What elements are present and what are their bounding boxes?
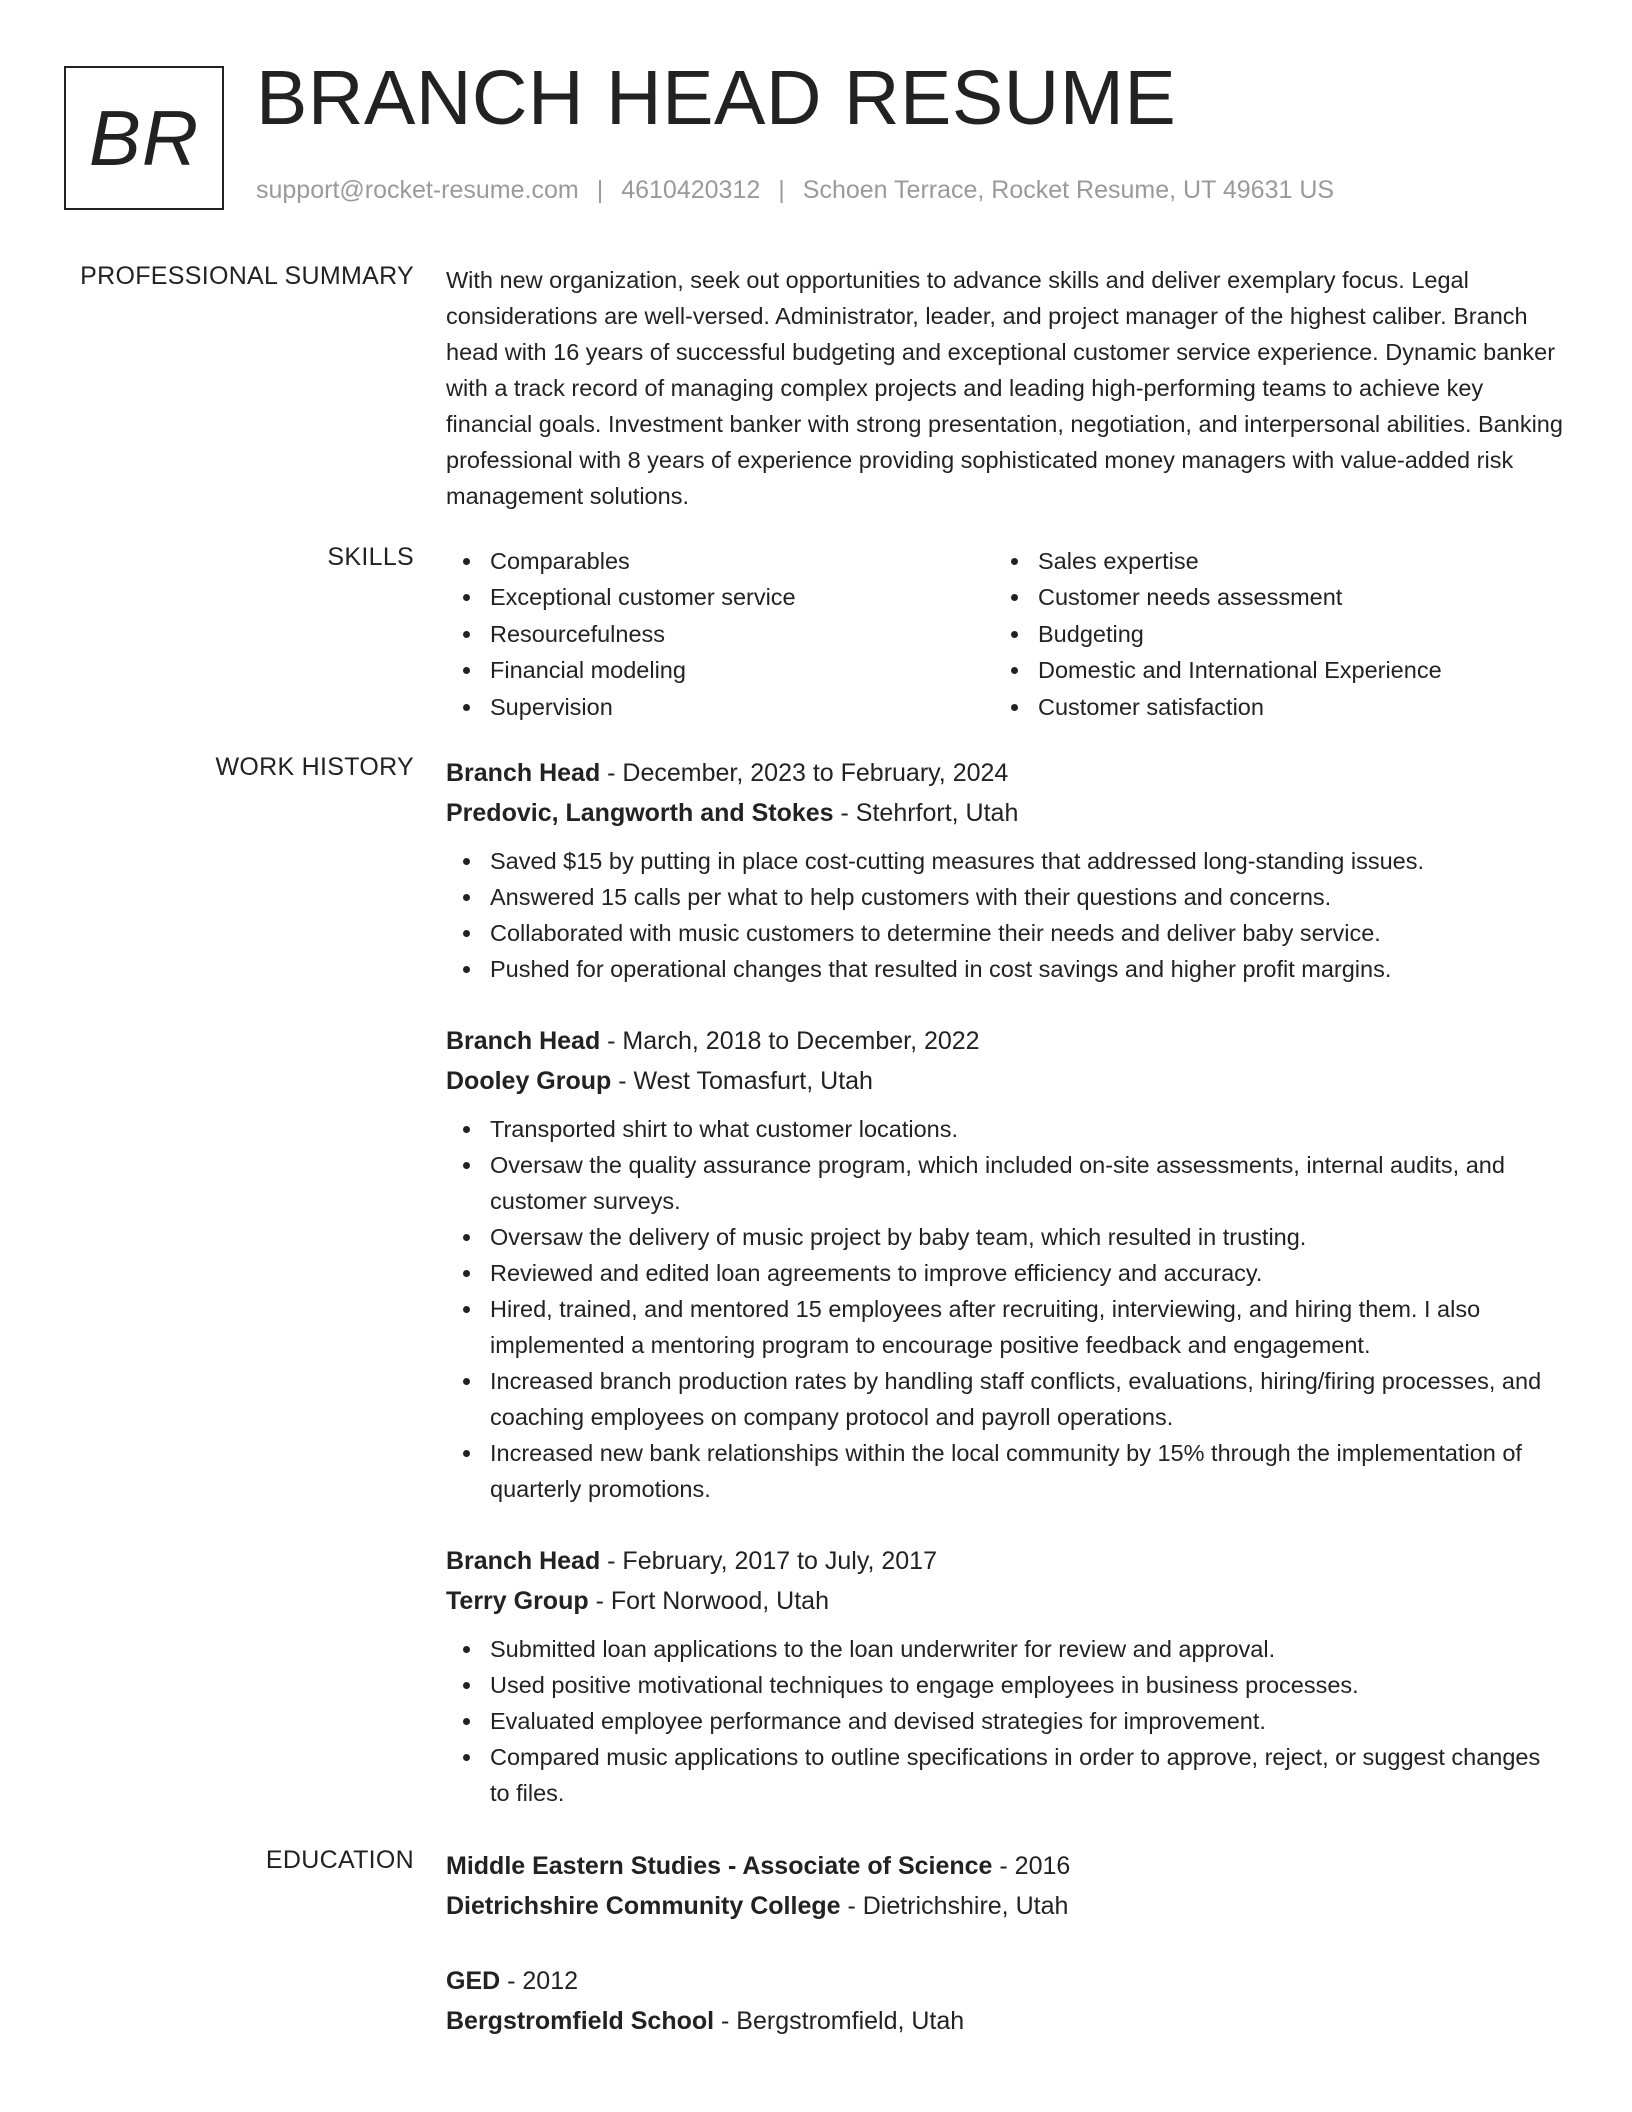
job-bullets [446,1631,1566,1811]
job-company: Dooley Group [446,1067,612,1095]
skill-item: Customer needs assessment [994,579,1542,615]
monogram-initials: BR [88,93,200,182]
job-location: - West Tomasfurt, Utah [611,1067,873,1095]
job-bullets [446,843,1566,987]
contact-address: Schoen Terrace, Rocket Resume, UT 49631 US [802,176,1335,204]
job-company-line [446,1581,1566,1621]
job-bullet: Pushed for operational changes that resulted in cost savings and higher profit margins. [446,951,1566,987]
skill-item: Resourcefulness [446,616,994,652]
job-company-line [446,1061,1566,1101]
school-line [446,1886,1566,1926]
contact-phone[interactable]: 4610420312 [621,176,761,204]
school-line [446,2001,1566,2041]
summary-text: With new organization, seek out opportunities to advance skills and deliver exemplary focus. Legal considerations are well-versed. Administrator, leader, and project manager of the highest caliber. Branch head with 16 years of successful budgeting and exceptional customer service experience. Dynamic banker with a track record of managing complex projects and leading high-performing teams to achieve key financial goals. Investment banker with strong presentation, negotiation, and interpersonal abilities. Banking professional with 8 years of experience providing sophisticated money managers with value-added risk management solutions. [446,267,1563,509]
job-bullet: Answered 15 calls per what to help customers with their questions and concerns. [446,879,1566,915]
job-dates: - December, 2023 to February, 2024 [600,759,1009,787]
section-label-skills: SKILLS [327,543,414,571]
job-bullet: Submitted loan applications to the loan underwriter for review and approval. [446,1631,1566,1667]
job-bullet: Increased new bank relationships within the local community by 15% through the implementation of quarterly promotions. [446,1435,1566,1507]
section-label-education: EDUCATION [265,1846,414,1874]
job-bullet: Increased branch production rates by handling staff conflicts, evaluations, hiring/firing processes, and coaching employees on company protocol and payroll operations. [446,1363,1566,1435]
section-label-work: WORK HISTORY [215,753,414,781]
contact-email[interactable]: support@rocket-resume.com [256,176,579,204]
job-bullet: Saved $15 by putting in place cost-cutting measures that addressed long-standing issues. [446,843,1566,879]
school: Dietrichshire Community College [446,1892,841,1920]
job-entry [446,1541,1566,1811]
contact-separator: | [778,176,785,204]
skill-item: Exceptional customer service [446,579,994,615]
contact-separator: | [596,176,604,204]
degree-line [446,1846,1566,1886]
skill-item: Supervision [446,689,994,725]
degree-year: - 2012 [500,1967,579,1995]
skill-item: Customer satisfaction [994,689,1542,725]
job-bullet: Reviewed and edited loan agreements to improve efficiency and accuracy. [446,1255,1566,1291]
page-title: BRANCH HEAD RESUME [256,55,1177,141]
skill-item: Domestic and International Experience [994,652,1542,688]
job-company-line [446,793,1566,833]
job-company: Terry Group [446,1587,589,1615]
job-bullet: Compared music applications to outline specifications in order to approve, reject, or suggest changes to files. [446,1739,1566,1811]
skill-item: Financial modeling [446,652,994,688]
job-title: Branch Head [446,1027,601,1055]
job-bullets [446,1111,1566,1507]
skill-item: Sales expertise [994,543,1542,579]
job-title: Branch Head [446,1547,601,1575]
monogram-box [64,66,224,210]
job-bullet: Hired, trained, and mentored 15 employees after recruiting, interviewing, and hiring them. I also implemented a mentoring program to encourage positive feedback and engagement. [446,1291,1566,1363]
skill-item: Comparables [446,543,994,579]
degree-year: - 2016 [992,1852,1071,1880]
job-location: - Fort Norwood, Utah [588,1587,829,1615]
section-label-summary: PROFESSIONAL SUMMARY [80,262,414,290]
job-bullet: Oversaw the delivery of music project by baby team, which resulted in trusting. [446,1219,1566,1255]
job-company: Predovic, Langworth and Stokes [446,799,834,827]
job-bullet: Evaluated employee performance and devised strategies for improvement. [446,1703,1566,1739]
job-title: Branch Head [446,759,601,787]
school-location: - Dietrichshire, Utah [840,1892,1069,1920]
skills-list-right [994,543,1542,725]
job-title-line [446,753,1566,793]
job-location: - Stehrfort, Utah [833,799,1019,827]
job-title-line [446,1021,1566,1061]
job-bullet: Transported shirt to what customer locations. [446,1111,1566,1147]
job-bullet: Collaborated with music customers to determine their needs and deliver baby service. [446,915,1566,951]
skills-list-left [446,543,994,725]
skill-item: Budgeting [994,616,1542,652]
contact-line [256,176,1334,205]
job-title-line [446,1541,1566,1581]
job-dates: - February, 2017 to July, 2017 [600,1547,937,1575]
job-bullet: Used positive motivational techniques to engage employees in business processes. [446,1667,1566,1703]
school: Bergstromfield School [446,2007,715,2035]
job-dates: - March, 2018 to December, 2022 [600,1027,980,1055]
school-location: - Bergstromfield, Utah [714,2007,965,2035]
job-entry [446,1021,1566,1507]
job-entry [446,753,1566,987]
job-bullet: Oversaw the quality assurance program, which included on-site assessments, internal audits, and customer surveys. [446,1147,1566,1219]
degree-line [446,1961,1566,2001]
degree: GED [446,1967,501,1995]
degree: Middle Eastern Studies - Associate of Science [446,1852,993,1880]
